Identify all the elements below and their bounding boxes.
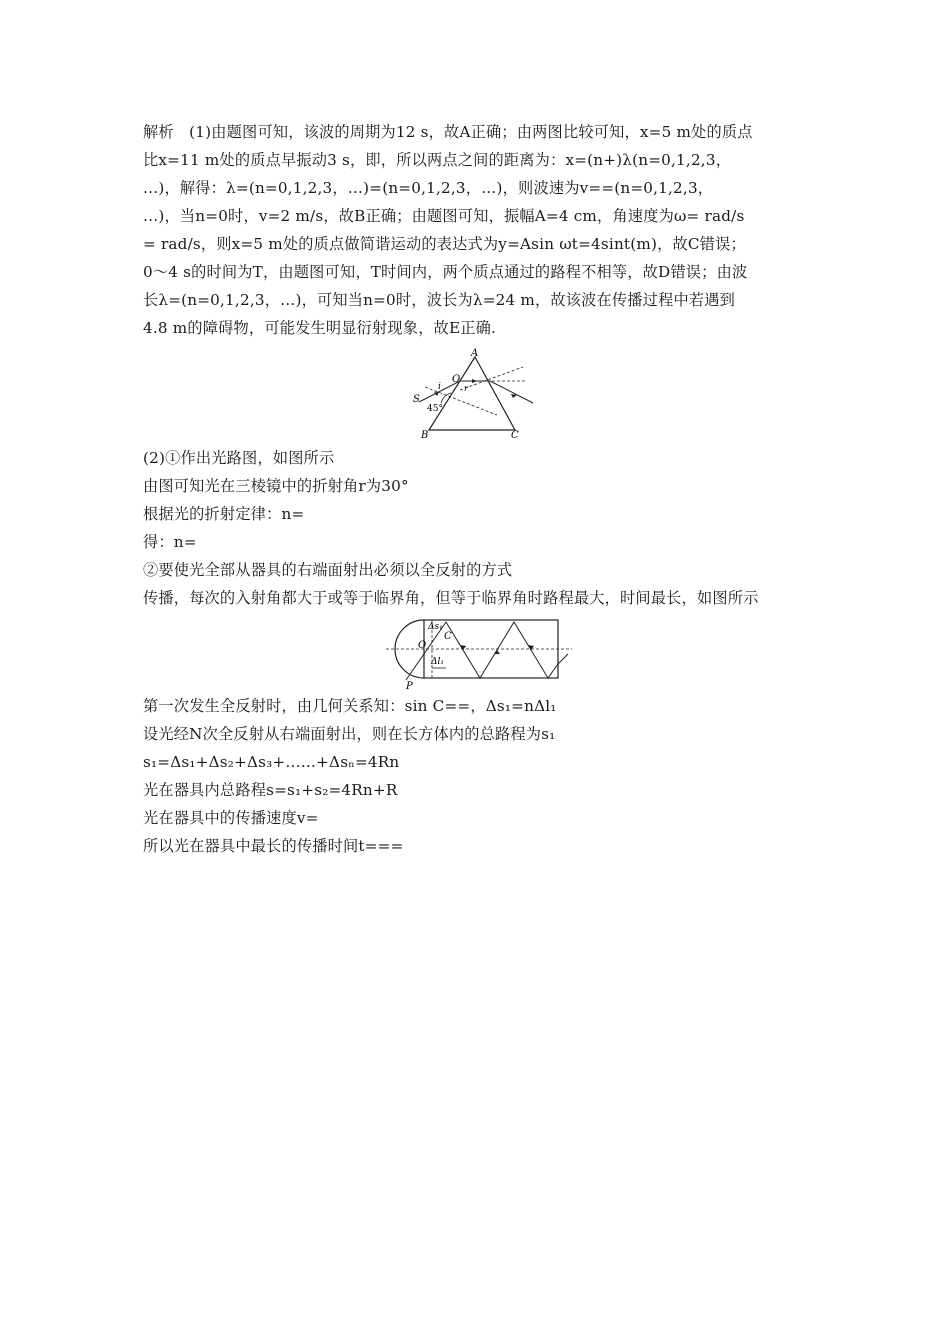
label-delta-s1: Δs₁ [428,622,443,632]
part2-line: 由图可知光在三棱镜中的折射角r为30° [143,477,409,495]
label-O: O [418,640,427,651]
solution-line: = rad/s，则x=5 m处的质点做简谐运动的表达式为y=Asin ωt=4sint(m)，故C错误； [143,235,746,253]
label-P: P [406,681,413,690]
ray-arrow [472,379,477,383]
label-r: r [464,384,468,393]
label-B: B [421,430,429,441]
ray-arrow [494,650,500,654]
prism-triangle [429,357,515,430]
label-C: C [511,430,519,441]
solution-line: 4.8 m的障碍物，可能发生明显衍射现象，故E正确. [143,319,497,337]
solution-line: 0～4 s的时间为T，由题图可知，T时间内，两个质点通过的路程不相等，故D错误；由波 [143,263,748,281]
label-C: C [444,631,452,642]
part2-line: (2)①作出光路图，如图所示 [143,449,335,467]
solution-line: 长λ=(n=0,1,2,3，…)，可知当n=0时，波长为λ=24 m，故该波在传播过程中若遇到 [143,291,736,309]
part2-line: ②要使光全部从器具的右端面射出必须以全反射的方式 [143,561,513,579]
part2-line: 得：n= [143,533,197,551]
solution-line: …)，当n=0时，v=2 m/s，故B正确；由题图可知，振幅A=4 cm，角速度为ω= rad/s [143,207,745,225]
part3-line: 所以光在器具中最长的传播时间t=== [143,837,404,855]
part2-line: 传播，每次的入射角都大于或等于临界角，但等于临界角时路程最大，时间最长，如图所示 [143,589,759,607]
label-O: O [452,374,461,385]
part3-line: 光在器具内总路程s=s₁+s₂=4Rn+R [143,781,398,799]
label-45-degrees: 45° [427,404,443,414]
label-delta-l1: Δl₁ [431,657,444,667]
part3-line: 第一次发生全反射时，由几何关系知：sin C==，Δs₁=nΔl₁ [143,697,557,715]
part3-line: s₁=Δs₁+Δs₂+Δs₃+……+Δsₙ=4Rn [143,753,400,771]
solution-line: 解析 (1)由题图可知，该波的周期为12 s，故A正确；由两图比较可知，x=5 m处的质点 [143,123,753,141]
exit-ray [490,381,533,403]
part2-line: 根据光的折射定律：n= [143,505,305,523]
solution-line: …)，解得：λ=(n=0,1,2,3，…)=(n=0,1,2,3，…)，则波速为v==(n=0,1,2,3， [143,179,714,197]
label-i: i [438,382,441,392]
label-A: A [471,348,479,359]
part3-line: 设光经N次全反射从右端面射出，则在长方体内的总路程为s₁ [143,725,556,743]
label-S: S [413,394,420,405]
prism-light-path-figure [405,345,545,443]
solution-line: 比x=11 m处的质点早振动3 s，即，所以两点之间的距离为：x=(n+)λ(n=0,1,2,3， [143,151,732,169]
part3-line: 光在器具中的传播速度v= [143,809,319,827]
light-guide-reflection-figure [380,614,575,690]
exit-ray [558,654,568,664]
